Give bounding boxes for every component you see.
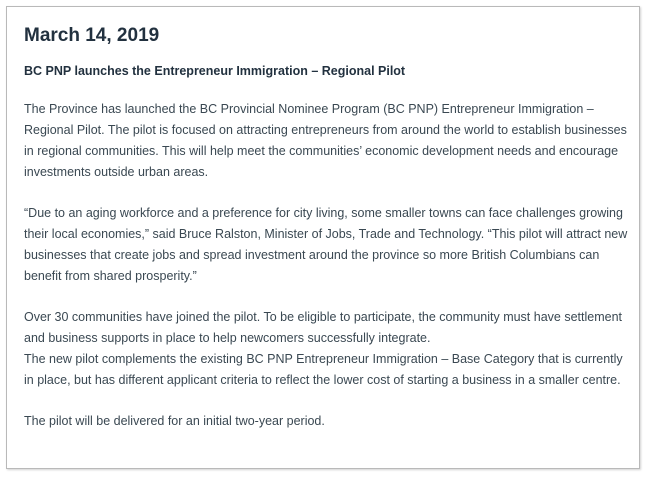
paragraph-communities: Over 30 communities have joined the pilot. To be eligible to participate, the community must have settlement and business supports in place to help newcomers successfully integrate.: [24, 310, 622, 345]
paragraph-duration: The pilot will be delivered for an initial two-year period.: [24, 414, 325, 428]
article-body: [24, 24, 628, 432]
article-headline: BC PNP launches the Entrepreneur Immigration – Regional Pilot: [24, 64, 406, 78]
paragraph-complements: The new pilot complements the existing BC PNP Entrepreneur Immigration – Base Category that is currently in place, but has different applicant criteria to reflect the lower cost of starting a business in a smaller centre.: [24, 352, 623, 387]
paragraph-intro: The Province has launched the BC Provincial Nominee Program (BC PNP) Entrepreneur Immigration – Regional Pilot. The pilot is focused on attracting entrepreneurs from around the world to establish businesses in regional communities. This will help meet the communities’ economic development needs and encourage investments outside urban areas.: [24, 102, 627, 179]
paragraph-quote: “Due to an aging workforce and a preference for city living, some smaller towns can face challenges growing their local economies,” said Bruce Ralston, Minister of Jobs, Trade and Technology. “This pilot will attract new businesses that create jobs and spread investment around the province so more British Columbians can benefit from shared prosperity.”: [24, 206, 628, 283]
article-date: March 14, 2019: [24, 25, 160, 46]
article-card: [6, 6, 640, 469]
